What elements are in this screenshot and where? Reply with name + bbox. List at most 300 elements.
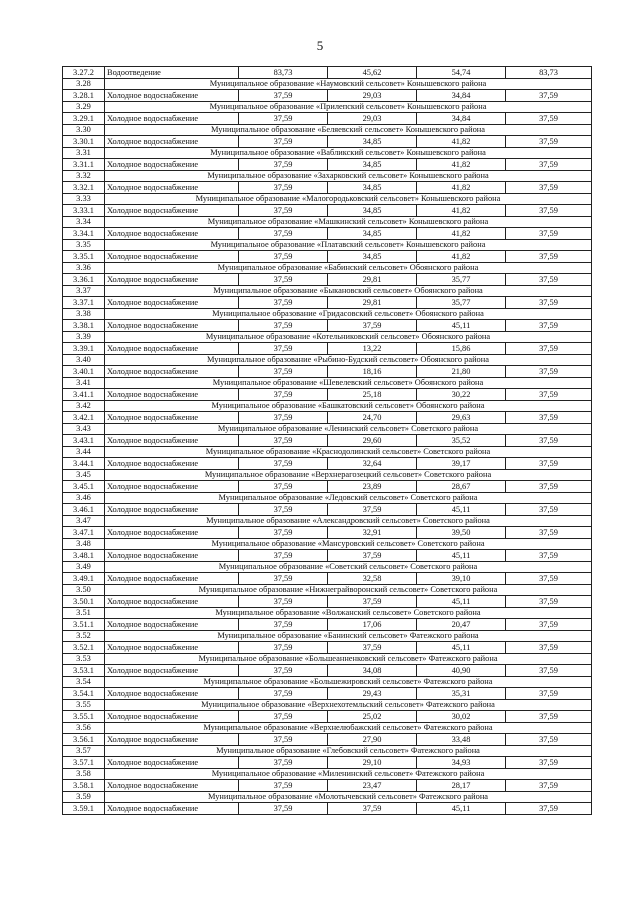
tariff-value-1: 37,59: [239, 343, 328, 355]
municipality-row: [63, 262, 592, 274]
row-code: 3.58: [63, 768, 105, 780]
tariff-value-2: 32,58: [328, 573, 417, 585]
municipality-name: Муниципальное образование «Бабинский сельсовет» Обоянского района: [105, 262, 592, 274]
row-code: 3.43: [63, 423, 105, 435]
service-name: Холодное водоснабжение: [105, 665, 239, 677]
row-code: 3.52: [63, 630, 105, 642]
service-name: Холодное водоснабжение: [105, 389, 239, 401]
tariff-value-4: 37,59: [506, 182, 592, 194]
tariff-value-4: 37,59: [506, 389, 592, 401]
tariff-value-3: 40,90: [417, 665, 506, 677]
municipality-row: [63, 745, 592, 757]
tariff-value-1: 37,59: [239, 665, 328, 677]
row-code: 3.29: [63, 101, 105, 113]
row-code: 3.37.1: [63, 297, 105, 309]
tariff-row: [63, 550, 592, 562]
municipality-name: Муниципальное образование «Александровский сельсовет» Советского района: [105, 515, 592, 527]
tariff-value-3: 45,11: [417, 642, 506, 654]
municipality-row: [63, 170, 592, 182]
row-code: 3.57: [63, 745, 105, 757]
row-code: 3.56.1: [63, 734, 105, 746]
tariff-value-1: 37,59: [239, 159, 328, 171]
municipality-row: [63, 423, 592, 435]
municipality-name: Муниципальное образование «Краснодолинский сельсовет» Советского района: [105, 446, 592, 458]
tariff-value-3: 28,17: [417, 780, 506, 792]
row-code: 3.54.1: [63, 688, 105, 700]
service-name: Холодное водоснабжение: [105, 504, 239, 516]
service-name: Холодное водоснабжение: [105, 550, 239, 562]
tariff-value-4: 37,59: [506, 205, 592, 217]
tariff-value-3: 45,11: [417, 596, 506, 608]
tariff-value-3: 30,22: [417, 389, 506, 401]
row-code: 3.56: [63, 722, 105, 734]
tariff-row: [63, 780, 592, 792]
tariff-value-3: 41,82: [417, 251, 506, 263]
service-name: Холодное водоснабжение: [105, 780, 239, 792]
service-name: Холодное водоснабжение: [105, 596, 239, 608]
row-code: 3.42: [63, 400, 105, 412]
tariff-row: [63, 159, 592, 171]
row-code: 3.35: [63, 239, 105, 251]
municipality-name: Муниципальное образование «Вабликский сельсовет» Конышевского района: [105, 147, 592, 159]
service-name: Холодное водоснабжение: [105, 573, 239, 585]
municipality-row: [63, 216, 592, 228]
service-name: Холодное водоснабжение: [105, 481, 239, 493]
tariff-row: [63, 297, 592, 309]
tariff-value-4: 37,59: [506, 619, 592, 631]
tariff-value-4: 37,59: [506, 412, 592, 424]
tariff-value-3: 41,82: [417, 136, 506, 148]
row-code: 3.31.1: [63, 159, 105, 171]
tariff-value-1: 37,59: [239, 458, 328, 470]
row-code: 3.38.1: [63, 320, 105, 332]
tariff-value-2: 32,64: [328, 458, 417, 470]
tariff-value-2: 27,90: [328, 734, 417, 746]
tariff-value-2: 34,85: [328, 205, 417, 217]
row-code: 3.49.1: [63, 573, 105, 585]
municipality-row: [63, 722, 592, 734]
row-code: 3.43.1: [63, 435, 105, 447]
municipality-name: Муниципальное образование «Глебовский сельсовет» Фатежского района: [105, 745, 592, 757]
tariff-value-3: 54,74: [417, 67, 506, 79]
tariff-value-2: 17,06: [328, 619, 417, 631]
row-code: 3.45.1: [63, 481, 105, 493]
row-code: 3.39: [63, 331, 105, 343]
municipality-name: Муниципальное образование «Мансуровский сельсовет» Советского района: [105, 538, 592, 550]
municipality-name: Муниципальное образование «Советский сельсовет» Советского района: [105, 561, 592, 573]
municipality-name: Муниципальное образование «Миленинский сельсовет» Фатежского района: [105, 768, 592, 780]
tariff-value-3: 45,11: [417, 320, 506, 332]
tariff-value-3: 35,31: [417, 688, 506, 700]
tariff-table-body: [63, 67, 592, 815]
tariff-value-1: 37,59: [239, 504, 328, 516]
tariff-value-1: 37,59: [239, 320, 328, 332]
municipality-row: [63, 515, 592, 527]
row-code: 3.48: [63, 538, 105, 550]
service-name: Холодное водоснабжение: [105, 458, 239, 470]
municipality-row: [63, 630, 592, 642]
service-name: Холодное водоснабжение: [105, 711, 239, 723]
tariff-value-2: 34,85: [328, 136, 417, 148]
row-code: 3.55: [63, 699, 105, 711]
tariff-row: [63, 343, 592, 355]
tariff-value-4: 37,59: [506, 251, 592, 263]
row-code: 3.31: [63, 147, 105, 159]
municipality-name: Муниципальное образование «Малогородьковский сельсовет» Конышевского района: [105, 193, 592, 205]
tariff-row: [63, 389, 592, 401]
tariff-row: [63, 711, 592, 723]
row-code: 3.34: [63, 216, 105, 228]
municipality-row: [63, 101, 592, 113]
municipality-name: Муниципальное образование «Беляевский сельсовет» Конышевского района: [105, 124, 592, 136]
tariff-value-3: 34,93: [417, 757, 506, 769]
municipality-row: [63, 78, 592, 90]
service-name: Холодное водоснабжение: [105, 734, 239, 746]
service-name: Холодное водоснабжение: [105, 297, 239, 309]
row-code: 3.36: [63, 262, 105, 274]
tariff-value-2: 45,62: [328, 67, 417, 79]
tariff-row: [63, 665, 592, 677]
tariff-value-2: 37,59: [328, 642, 417, 654]
municipality-name: Муниципальное образование «Прилепский сельсовет» Конышевского района: [105, 101, 592, 113]
row-code: 3.53: [63, 653, 105, 665]
row-code: 3.35.1: [63, 251, 105, 263]
municipality-name: Муниципальное образование «Молотычевский сельсовет» Фатежского района: [105, 791, 592, 803]
row-code: 3.45: [63, 469, 105, 481]
tariff-row: [63, 205, 592, 217]
tariff-row: [63, 757, 592, 769]
tariff-row: [63, 274, 592, 286]
row-code: 3.32.1: [63, 182, 105, 194]
tariff-value-1: 37,59: [239, 205, 328, 217]
municipality-row: [63, 676, 592, 688]
service-name: Холодное водоснабжение: [105, 803, 239, 815]
tariff-value-2: 25,18: [328, 389, 417, 401]
service-name: Холодное водоснабжение: [105, 688, 239, 700]
tariff-row: [63, 182, 592, 194]
tariff-value-4: 37,59: [506, 136, 592, 148]
service-name: Холодное водоснабжение: [105, 205, 239, 217]
tariff-value-4: 83,73: [506, 67, 592, 79]
tariff-value-1: 37,59: [239, 389, 328, 401]
tariff-value-3: 45,11: [417, 504, 506, 516]
row-code: 3.50: [63, 584, 105, 596]
tariff-value-2: 29,81: [328, 297, 417, 309]
row-code: 3.47.1: [63, 527, 105, 539]
municipality-row: [63, 791, 592, 803]
municipality-name: Муниципальное образование «Машкинский сельсовет» Конышевского района: [105, 216, 592, 228]
tariff-value-1: 37,59: [239, 113, 328, 125]
municipality-row: [63, 768, 592, 780]
tariff-value-4: 37,59: [506, 274, 592, 286]
tariff-value-1: 37,59: [239, 642, 328, 654]
tariff-value-1: 37,59: [239, 481, 328, 493]
tariff-value-4: 37,59: [506, 665, 592, 677]
tariff-value-2: 29,81: [328, 274, 417, 286]
page-number: 5: [316, 38, 324, 53]
service-name: Холодное водоснабжение: [105, 136, 239, 148]
tariff-value-4: 37,59: [506, 573, 592, 585]
tariff-value-4: 37,59: [506, 803, 592, 815]
service-name: Холодное водоснабжение: [105, 527, 239, 539]
tariff-value-1: 37,59: [239, 550, 328, 562]
tariff-row: [63, 527, 592, 539]
municipality-row: [63, 469, 592, 481]
row-code: 3.29.1: [63, 113, 105, 125]
tariff-value-2: 34,85: [328, 182, 417, 194]
row-code: 3.34.1: [63, 228, 105, 240]
municipality-name: Муниципальное образование «Банинский сельсовет» Фатежского района: [105, 630, 592, 642]
row-code: 3.44: [63, 446, 105, 458]
municipality-name: Муниципальное образование «Ледовский сельсовет» Советского района: [105, 492, 592, 504]
tariff-row: [63, 619, 592, 631]
municipality-name: Муниципальное образование «Башкатовский сельсовет» Обоянского района: [105, 400, 592, 412]
tariff-value-1: 37,59: [239, 90, 328, 102]
municipality-name: Муниципальное образование «Ленинский сельсовет» Советского района: [105, 423, 592, 435]
tariff-value-3: 39,17: [417, 458, 506, 470]
tariff-value-4: 37,59: [506, 458, 592, 470]
tariff-value-2: 23,47: [328, 780, 417, 792]
municipality-row: [63, 538, 592, 550]
row-code: 3.32: [63, 170, 105, 182]
tariff-value-4: 37,59: [506, 550, 592, 562]
tariff-value-3: 45,11: [417, 803, 506, 815]
tariff-value-4: 37,59: [506, 90, 592, 102]
tariff-value-4: 37,59: [506, 711, 592, 723]
tariff-row: [63, 573, 592, 585]
tariff-value-3: 21,80: [417, 366, 506, 378]
municipality-row: [63, 147, 592, 159]
tariff-value-2: 29,43: [328, 688, 417, 700]
tariff-value-2: 24,70: [328, 412, 417, 424]
tariff-value-4: 37,59: [506, 527, 592, 539]
tariff-value-2: 37,59: [328, 550, 417, 562]
row-code: 3.55.1: [63, 711, 105, 723]
row-code: 3.41.1: [63, 389, 105, 401]
municipality-name: Муниципальное образование «Верхнерагозецкий сельсовет» Советского района: [105, 469, 592, 481]
municipality-row: [63, 607, 592, 619]
row-code: 3.36.1: [63, 274, 105, 286]
tariff-value-1: 37,59: [239, 527, 328, 539]
tariff-value-1: 37,59: [239, 182, 328, 194]
tariff-value-4: 37,59: [506, 780, 592, 792]
tariff-value-1: 37,59: [239, 711, 328, 723]
tariff-value-3: 29,63: [417, 412, 506, 424]
tariff-row: [63, 136, 592, 148]
row-code: 3.39.1: [63, 343, 105, 355]
tariff-value-4: 37,59: [506, 113, 592, 125]
tariff-value-2: 29,10: [328, 757, 417, 769]
tariff-value-4: 37,59: [506, 228, 592, 240]
tariff-value-3: 33,48: [417, 734, 506, 746]
tariff-value-2: 37,59: [328, 504, 417, 516]
municipality-row: [63, 653, 592, 665]
row-code: 3.33: [63, 193, 105, 205]
tariff-value-3: 34,84: [417, 90, 506, 102]
tariff-row: [63, 481, 592, 493]
tariff-value-2: 29,60: [328, 435, 417, 447]
tariff-value-2: 34,85: [328, 251, 417, 263]
tariff-value-1: 37,59: [239, 297, 328, 309]
municipality-name: Муниципальное образование «Быкановский сельсовет» Обоянского района: [105, 285, 592, 297]
row-code: 3.42.1: [63, 412, 105, 424]
tariff-value-3: 35,77: [417, 297, 506, 309]
row-code: 3.28.1: [63, 90, 105, 102]
municipality-row: [63, 124, 592, 136]
row-code: 3.47: [63, 515, 105, 527]
service-name: Холодное водоснабжение: [105, 366, 239, 378]
tariff-value-4: 37,59: [506, 320, 592, 332]
tariff-row: [63, 642, 592, 654]
row-code: 3.59.1: [63, 803, 105, 815]
municipality-row: [63, 354, 592, 366]
tariff-row: [63, 90, 592, 102]
tariff-value-4: 37,59: [506, 504, 592, 516]
tariff-row: [63, 688, 592, 700]
row-code: 3.46: [63, 492, 105, 504]
row-code: 3.49: [63, 561, 105, 573]
tariff-row: [63, 320, 592, 332]
tariff-row: [63, 734, 592, 746]
tariff-value-1: 37,59: [239, 573, 328, 585]
tariff-value-1: 37,59: [239, 251, 328, 263]
tariff-value-4: 37,59: [506, 757, 592, 769]
tariff-value-1: 37,59: [239, 136, 328, 148]
tariff-value-4: 37,59: [506, 159, 592, 171]
tariff-value-4: 37,59: [506, 688, 592, 700]
tariff-value-2: 23,89: [328, 481, 417, 493]
service-name: Холодное водоснабжение: [105, 113, 239, 125]
row-code: 3.51: [63, 607, 105, 619]
tariff-value-4: 37,59: [506, 481, 592, 493]
tariff-value-3: 41,82: [417, 159, 506, 171]
tariff-value-3: 41,82: [417, 182, 506, 194]
row-code: 3.58.1: [63, 780, 105, 792]
tariff-value-3: 41,82: [417, 228, 506, 240]
municipality-name: Муниципальное образование «Захарковский сельсовет» Конышевского района: [105, 170, 592, 182]
service-name: Холодное водоснабжение: [105, 757, 239, 769]
municipality-row: [63, 584, 592, 596]
municipality-name: Муниципальное образование «Нижнеграйворонский сельсовет» Советского района: [105, 584, 592, 596]
tariff-value-1: 37,59: [239, 435, 328, 447]
municipality-name: Муниципальное образование «Верхнехотемльский сельсовет» Фатежского района: [105, 699, 592, 711]
service-name: Холодное водоснабжение: [105, 251, 239, 263]
municipality-name: Муниципальное образование «Волжанский сельсовет» Советского района: [105, 607, 592, 619]
row-code: 3.28: [63, 78, 105, 90]
tariff-row: [63, 113, 592, 125]
service-name: Холодное водоснабжение: [105, 435, 239, 447]
municipality-row: [63, 239, 592, 251]
service-name: Холодное водоснабжение: [105, 642, 239, 654]
service-name: Водоотведение: [105, 67, 239, 79]
municipality-name: Муниципальное образование «Шевелевский сельсовет» Обоянского района: [105, 377, 592, 389]
tariff-value-3: 39,10: [417, 573, 506, 585]
tariff-value-3: 15,86: [417, 343, 506, 355]
tariff-value-4: 37,59: [506, 596, 592, 608]
tariff-value-1: 37,59: [239, 780, 328, 792]
row-code: 3.48.1: [63, 550, 105, 562]
service-name: Холодное водоснабжение: [105, 412, 239, 424]
service-name: Холодное водоснабжение: [105, 274, 239, 286]
tariff-value-2: 13,22: [328, 343, 417, 355]
row-code: 3.40: [63, 354, 105, 366]
row-code: 3.41: [63, 377, 105, 389]
tariff-value-2: 18,16: [328, 366, 417, 378]
tariff-value-3: 28,67: [417, 481, 506, 493]
tariff-row: [63, 596, 592, 608]
municipality-row: [63, 377, 592, 389]
tariff-value-3: 41,82: [417, 205, 506, 217]
row-code: 3.38: [63, 308, 105, 320]
tariff-value-2: 34,08: [328, 665, 417, 677]
tariff-value-2: 29,03: [328, 113, 417, 125]
municipality-row: [63, 308, 592, 320]
service-name: Холодное водоснабжение: [105, 320, 239, 332]
municipality-row: [63, 331, 592, 343]
row-code: 3.46.1: [63, 504, 105, 516]
tariff-value-4: 37,59: [506, 642, 592, 654]
tariff-value-1: 37,59: [239, 228, 328, 240]
tariff-row: [63, 412, 592, 424]
municipality-row: [63, 699, 592, 711]
municipality-name: Муниципальное образование «Большежировский сельсовет» Фатежского района: [105, 676, 592, 688]
tariff-value-3: 20,47: [417, 619, 506, 631]
tariff-value-1: 37,59: [239, 596, 328, 608]
municipality-name: Муниципальное образование «Платавский сельсовет» Конышевского района: [105, 239, 592, 251]
tariff-value-1: 37,59: [239, 412, 328, 424]
row-code: 3.53.1: [63, 665, 105, 677]
row-code: 3.54: [63, 676, 105, 688]
tariff-value-1: 37,59: [239, 803, 328, 815]
tariff-value-4: 37,59: [506, 366, 592, 378]
municipality-row: [63, 400, 592, 412]
row-code: 3.30.1: [63, 136, 105, 148]
row-code: 3.37: [63, 285, 105, 297]
tariff-value-4: 37,59: [506, 343, 592, 355]
tariff-row: [63, 366, 592, 378]
tariff-row: [63, 67, 592, 79]
tariff-value-1: 37,59: [239, 366, 328, 378]
tariff-value-2: 25,02: [328, 711, 417, 723]
tariff-value-1: 37,59: [239, 757, 328, 769]
tariff-value-2: 32,91: [328, 527, 417, 539]
service-name: Холодное водоснабжение: [105, 343, 239, 355]
tariff-value-1: 83,73: [239, 67, 328, 79]
tariff-value-1: 37,59: [239, 274, 328, 286]
municipality-row: [63, 193, 592, 205]
tariff-value-3: 39,50: [417, 527, 506, 539]
row-code: 3.50.1: [63, 596, 105, 608]
tariff-row: [63, 504, 592, 516]
tariff-value-1: 37,59: [239, 734, 328, 746]
municipality-name: Муниципальное образование «Рыбино-Будский сельсовет» Обоянского района: [105, 354, 592, 366]
service-name: Холодное водоснабжение: [105, 619, 239, 631]
row-code: 3.33.1: [63, 205, 105, 217]
row-code: 3.52.1: [63, 642, 105, 654]
row-code: 3.51.1: [63, 619, 105, 631]
tariff-row: [63, 458, 592, 470]
tariff-table: [62, 66, 592, 815]
tariff-value-3: 35,52: [417, 435, 506, 447]
tariff-value-2: 37,59: [328, 596, 417, 608]
tariff-value-4: 37,59: [506, 297, 592, 309]
municipality-name: Муниципальное образование «Большеанненковский сельсовет» Фатежского района: [105, 653, 592, 665]
service-name: Холодное водоснабжение: [105, 228, 239, 240]
tariff-value-2: 34,85: [328, 159, 417, 171]
service-name: Холодное водоснабжение: [105, 182, 239, 194]
service-name: Холодное водоснабжение: [105, 90, 239, 102]
tariff-value-1: 37,59: [239, 619, 328, 631]
